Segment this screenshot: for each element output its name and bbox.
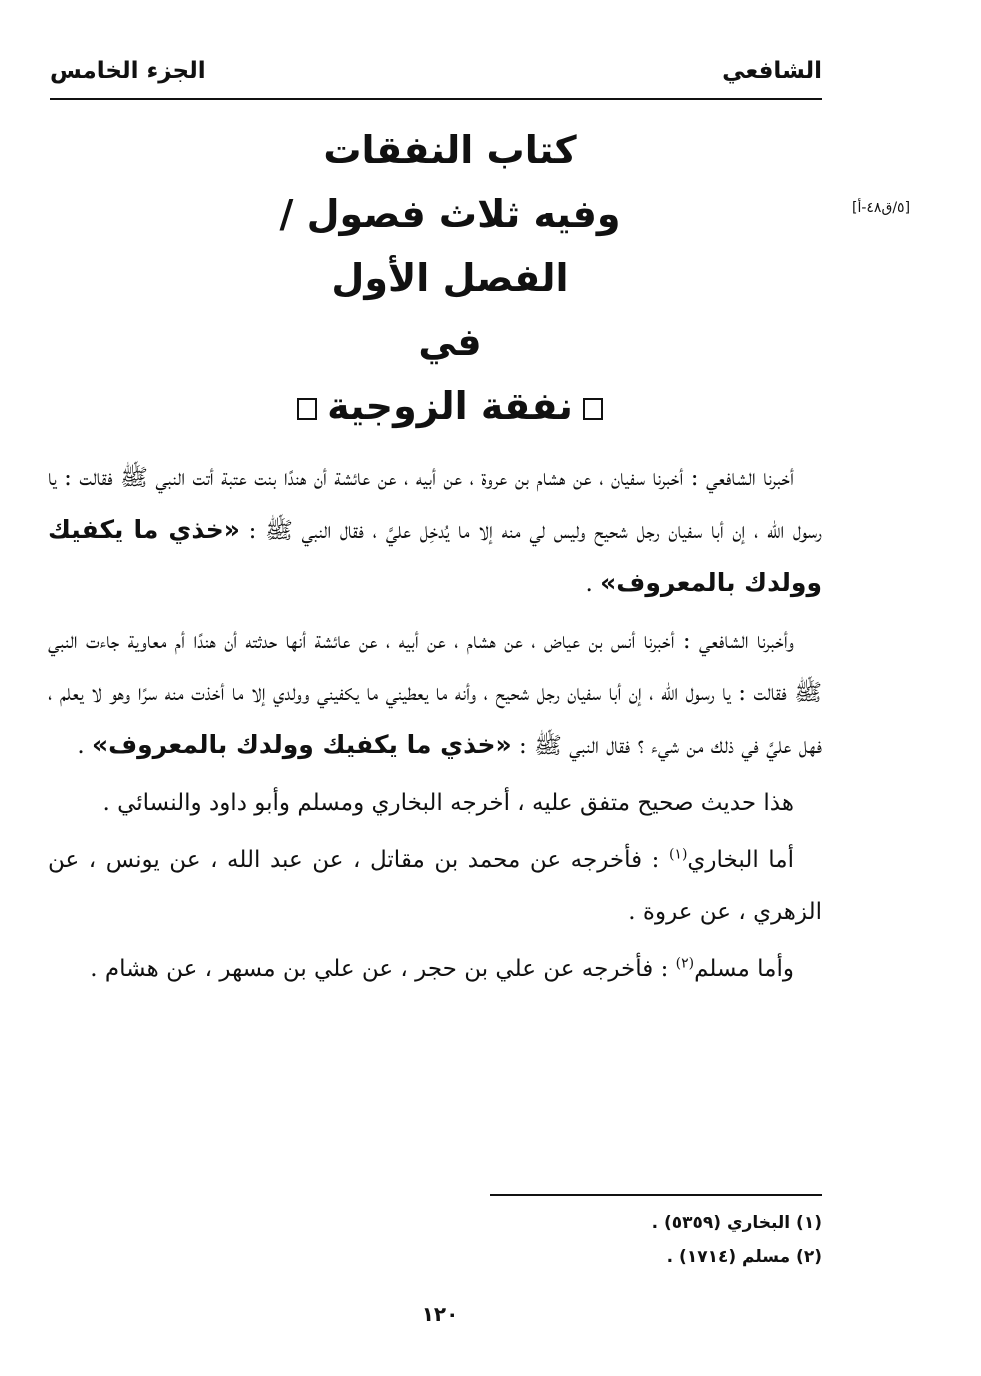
paragraph-text: : فأخرجه عن علي بن حجر ، عن علي بن مسهر ، عن هشام . [90, 956, 676, 982]
footnote: (٢) مسلم (١٧١٤) . [666, 1247, 822, 1267]
sections-title: وفيه ثلاث فصول / [279, 192, 621, 236]
subject-title-text: نفقة الزوجية [327, 384, 573, 428]
section-one-title: الفصل الأول [331, 256, 569, 300]
square-outline-icon [583, 398, 603, 420]
section-subject-title [240, 374, 660, 438]
paragraph-text: أما البخاري [687, 847, 794, 873]
paragraph-text: وأخبرنا الشافعي : أخبرنا أنس بن عياض ، عن هشام ، عن أبيه ، عن عائشة أنها حدثته أن هندًا أم معاوية جاءت النبي ﷺ فقالت : يا رسول الله ، إن أبا سفيان رجل شحيح ، وأنه ما يعطيني ما يكفيني وولدي إلا ما أخذت منه سرًا وهو لا يعلم ، فهل عليَّ في ذلك من شيء ؟ فقال النبي ﷺ : [48, 628, 822, 759]
paragraph [48, 615, 822, 772]
footnotes [490, 1206, 822, 1274]
header-rule [50, 98, 822, 100]
paragraph [48, 834, 822, 938]
section-preposition: في [418, 320, 482, 364]
chapter-titles [240, 118, 660, 438]
paragraph-end: . [77, 733, 92, 759]
header-author-title: الشافعي [722, 58, 822, 84]
header-volume-title: الجزء الخامس [50, 58, 206, 84]
paragraph-text: أخبرنا الشافعي : أخبرنا سفيان ، عن هشام بن عروة ، عن أبيه ، عن عائشة أن هندًا بنت عتبة أتت النبي ﷺ فقالت : يا رسول الله ، إن أبا سفيان رجل شحيح وليس لي منه إلا ما يُدخِل عليَّ ، فقال النبي ﷺ : [48, 465, 822, 544]
paragraph-text: : فأخرجه عن محمد بن مقاتل ، عن عبد الله ، عن يونس ، عن الزهري ، عن عروة . [48, 847, 822, 925]
paragraph-text: هذا حديث صحيح متفق عليه ، أخرجه البخاري ومسلم وأبو داود والنسائي . [102, 790, 794, 816]
footnote-marker: (٢) [675, 955, 695, 972]
paragraph [48, 943, 822, 995]
main-text [48, 452, 822, 1000]
footnote-rule [490, 1194, 822, 1196]
paragraph-end: . [585, 571, 601, 597]
page-number: ١٢٠ [421, 1302, 459, 1326]
footnote: (١) البخاري (٥٣٥٩) . [651, 1213, 822, 1233]
paragraph-text: وأما مسلم [694, 956, 794, 982]
square-outline-icon [297, 398, 317, 420]
hadith-quote: «خذي ما يكفيك وولدك بالمعروف» [48, 515, 822, 597]
hadith-quote: «خذي ما يكفيك وولدك بالمعروف» [91, 730, 512, 759]
footnote-marker: (١) [668, 846, 688, 863]
paragraph [48, 452, 822, 610]
paragraph [48, 777, 822, 829]
book-title: كتاب النفقات [323, 128, 577, 172]
running-header [50, 52, 822, 96]
margin-manuscript-ref: [٥/ق٤٨-أ] [852, 200, 911, 216]
